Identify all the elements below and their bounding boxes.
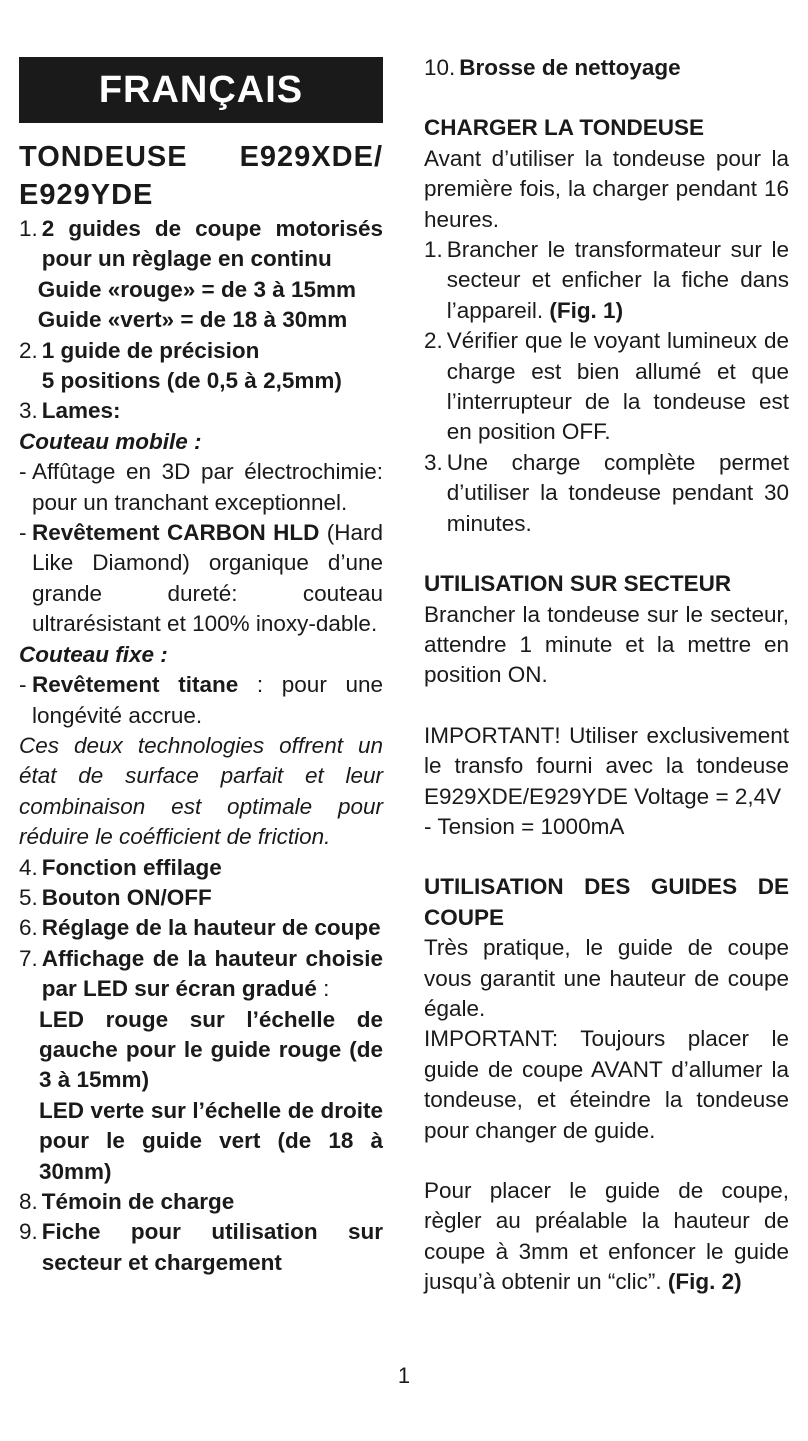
charge-step <box>424 235 789 326</box>
page-number: 1 <box>397 1363 411 1388</box>
bullet-dash: - <box>19 520 27 546</box>
step-text <box>443 235 789 326</box>
step-number: 3. <box>424 449 443 475</box>
step-text: Vérifier que le voyant lumineux de charge est bien allumé et que l’interrupteur de la tondeuse est en position OFF. <box>446 328 789 445</box>
bullet-dash: - <box>19 459 27 485</box>
item-number: 4. <box>19 854 38 880</box>
spacer <box>424 539 789 569</box>
item-line: 2 guides de coupe motorisés pour un règlage en continu <box>41 216 383 272</box>
bullet-item <box>19 457 383 518</box>
bullet-dash: - <box>19 672 27 698</box>
led-green-note: LED verte sur l’échelle de droite pour le guide vert (de 18 à 30mm) <box>39 1097 383 1184</box>
guides-heading: UTILISATION DES GUIDES DE COUPE <box>424 874 789 930</box>
item-number: 5. <box>19 884 38 910</box>
item-number: 7. <box>19 945 38 971</box>
mains-important: IMPORTANT! Utiliser exclusivement le transfo fourni avec la tondeuse E929XDE/E929YDE Voltage = 2,4V <box>424 722 789 809</box>
fig-reference: (Fig. 1) <box>549 297 624 323</box>
guides-text-3-body: Pour placer le guide de coupe, règler au préalable la hauteur de coupe à 3mm et enfoncer le guide jusqu’à obtenir un “clic”. <box>424 1178 789 1295</box>
item7-bold: Affichage de la hauteur choisie par LED sur écran gradué <box>41 945 383 1002</box>
bullet-rest: (Hard Like Diamond) organique d’une grande dureté: couteau ultrarésistant et 100% inoxy-dable. <box>32 520 384 637</box>
item-line: 5 positions (de 0,5 à 2,5mm) <box>41 368 342 394</box>
feature-item <box>19 913 383 943</box>
bullet-text <box>32 518 383 640</box>
spacer <box>424 1146 789 1176</box>
item-text <box>38 336 383 397</box>
mains-tension: - Tension = 1000mA <box>424 813 625 839</box>
item-text: Fonction effilage <box>41 854 222 880</box>
item-number: 10. <box>424 55 456 80</box>
feature-item <box>19 336 383 397</box>
charge-step <box>424 448 789 539</box>
technology-note: Ces deux technologies offrent un état de surface parfait et leur combinaison est optimale pour réduire le coéfficient de friction. <box>19 732 383 850</box>
guides-text-1: Très pratique, le guide de coupe vous garantit une hauteur de coupe égale. <box>424 935 789 1021</box>
step-body: Brancher le transformateur sur le secteur et enficher la fiche dans l’appareil. <box>446 237 789 323</box>
feature-item <box>19 396 383 426</box>
item-text <box>38 944 383 1005</box>
feature-item <box>19 883 383 913</box>
item-text: Brosse de nettoyage <box>459 55 681 80</box>
feature-item <box>424 53 789 83</box>
step-number: 1. <box>424 237 443 263</box>
item-line: Guide «rouge» = de 3 à 15mm <box>37 276 357 302</box>
feature-item <box>19 853 383 883</box>
right-column <box>424 53 789 1298</box>
bullet-bold: Revêtement CARBON HLD <box>32 520 320 546</box>
bullet-bold: Revêtement titane <box>32 672 239 698</box>
item-text: Témoin de charge <box>41 1189 235 1214</box>
led-red-note: LED rouge sur l’échelle de gauche pour le guide rouge (de 3 à 15mm) <box>39 1006 383 1093</box>
feature-item <box>19 1217 383 1278</box>
feature-item <box>19 214 383 336</box>
guides-text-3 <box>424 1176 789 1298</box>
item7-suffix: : <box>316 976 330 1002</box>
item-text <box>38 214 383 336</box>
mains-heading: UTILISATION SUR SECTEUR <box>424 571 732 597</box>
fixed-blade-heading: Couteau fixe : <box>19 641 168 667</box>
guides-text-2: IMPORTANT: Toujours placer le guide de coupe AVANT d’allumer la tondeuse, et éteindre la tondeuse pour changer de guide. <box>424 1026 789 1143</box>
spacer <box>424 842 789 872</box>
bullet-text <box>32 670 383 731</box>
item-number: 6. <box>19 915 38 941</box>
item-number: 8. <box>19 1189 38 1214</box>
charge-step <box>424 326 789 448</box>
item-line: Guide «vert» = de 18 à 30mm <box>37 307 348 333</box>
feature-item <box>19 1187 383 1217</box>
item-line: 1 guide de précision <box>41 337 260 363</box>
bullet-rest: : pour une longévité accrue. <box>32 672 384 728</box>
fig-reference: (Fig. 2) <box>667 1269 742 1295</box>
feature-item <box>19 944 383 1005</box>
product-title: TONDEUSE E929XDE/ E929YDE <box>19 141 383 211</box>
step-text: Une charge complète permet d’utiliser la tondeuse pendant 30 minutes. <box>446 449 789 536</box>
bullet-text: Affûtage en 3D par électrochimie: pour un tranchant exceptionnel. <box>32 459 383 515</box>
spacer <box>424 691 789 721</box>
spacer <box>424 83 789 113</box>
item-text: Lames: <box>41 398 121 424</box>
item-number: 2. <box>19 337 38 363</box>
item-text: Fiche pour utilisation sur secteur et chargement <box>41 1219 383 1275</box>
charge-heading: CHARGER LA TONDEUSE <box>424 115 705 141</box>
mobile-blade-heading: Couteau mobile : <box>19 428 202 454</box>
mains-text: Brancher la tondeuse sur le secteur, attendre 1 minute et la mettre en position ON. <box>424 601 789 688</box>
item-text: Bouton ON/OFF <box>41 884 212 910</box>
item-text: Réglage de la hauteur de coupe <box>41 915 381 941</box>
step-number: 2. <box>424 328 443 354</box>
charge-intro: Avant d’utiliser la tondeuse pour la première fois, la charger pendant 16 heures. <box>424 145 789 232</box>
item-number: 1. <box>19 216 38 241</box>
bullet-item <box>19 518 383 640</box>
language-banner: FRANÇAIS <box>19 57 383 123</box>
item-number: 9. <box>19 1219 38 1245</box>
bullet-item <box>19 670 383 731</box>
item-number: 3. <box>19 398 38 424</box>
left-column <box>19 214 383 1278</box>
